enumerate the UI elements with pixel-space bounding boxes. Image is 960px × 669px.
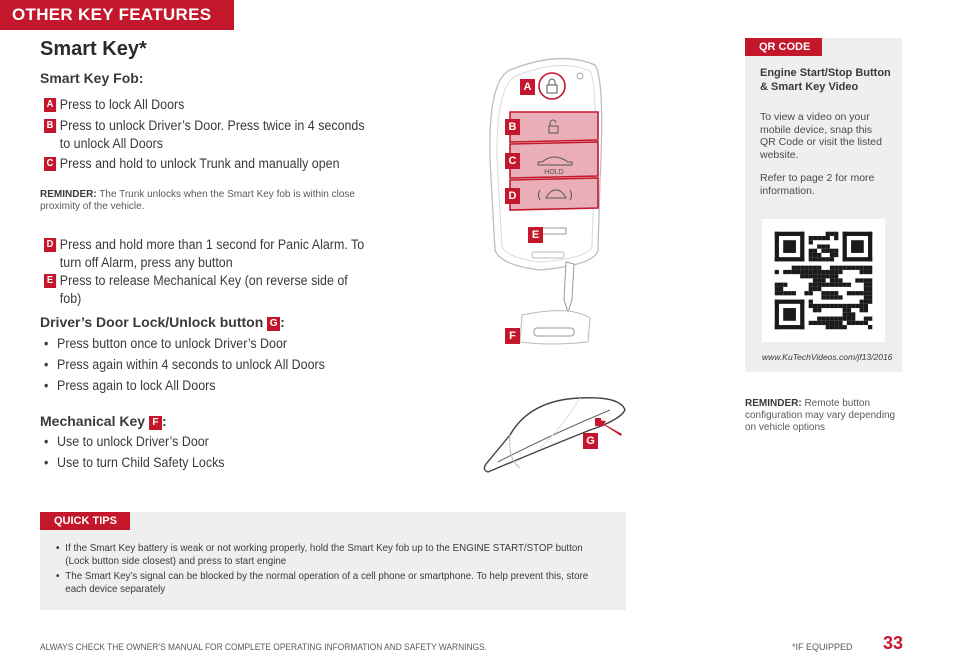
qr-body-refer: Refer to page 2 for more information.	[760, 172, 875, 197]
config-reminder-label: REMINDER:	[745, 398, 802, 409]
figure-label-b: B	[505, 119, 520, 135]
footer-warning: ALWAYS CHECK THE OWNER’S MANUAL FOR COMPLETE OPERATING INFORMATION AND SAFETY WARNINGS.	[40, 642, 487, 652]
quick-tip-text: • If the Smart Key battery is weak or not working properly, hold the Smart Key fob up to the ENGINE START/STOP button (Lock button side closest) and press to start engine	[65, 542, 583, 567]
mech-key-bullet	[44, 455, 225, 470]
qr-title: Engine Start/Stop Button & Smart Key Video	[760, 67, 891, 93]
figure-label-f: F	[505, 328, 520, 344]
fob-heading: Smart Key Fob:	[40, 70, 144, 86]
mechanical-key	[564, 262, 574, 312]
fob-item-c-text: Press and hold to unlock Trunk and manually open	[59, 156, 340, 171]
unlock-button	[510, 112, 598, 142]
fob-item-d-text: Press and hold more than 1 second for Panic Alarm. To turn off Alarm, press any button	[59, 237, 365, 270]
fob-reminder-text: The Trunk unlocks when the Smart Key fob is within close proximity of the vehicle.	[40, 189, 355, 212]
mech-key-bullet-text: Use to unlock Driver’s Door	[57, 434, 209, 449]
section-header-label: OTHER KEY FEATURES	[12, 5, 212, 24]
door-handle-outline	[484, 398, 625, 472]
fob-item-a	[44, 96, 365, 114]
quick-tip	[56, 570, 595, 595]
door-lock-heading-text: Driver’s Door Lock/Unlock button	[40, 314, 264, 330]
badge-d: D	[44, 238, 56, 252]
badge-c: C	[44, 157, 56, 171]
door-lock-bullet	[44, 336, 287, 351]
quick-tip	[56, 542, 595, 567]
figure-label-a: A	[520, 79, 535, 95]
door-handle-illustration	[480, 390, 630, 480]
door-lock-bullet-text: Press again to lock All Doors	[57, 378, 216, 393]
fob-item-b	[44, 117, 365, 153]
fob-reminder-label: REMINDER:	[40, 189, 97, 200]
door-lock-colon: :	[280, 314, 285, 330]
page-title	[40, 38, 147, 61]
fob-item-e-text: Press to release Mechanical Key (on reverse side of fob)	[59, 273, 348, 306]
fob-item-d	[44, 236, 365, 272]
config-reminder-text: Remote button configuration may vary depending on vehicle options	[745, 398, 896, 433]
figure-label-c: C	[505, 153, 520, 169]
figure-label-d: D	[505, 188, 520, 204]
badge-e: E	[44, 274, 56, 288]
door-lock-bullet	[44, 357, 325, 372]
footer-if-equipped: *IF EQUIPPED	[792, 642, 853, 652]
quick-tips-tag: QUICK TIPS	[40, 512, 130, 530]
mech-key-colon: :	[161, 413, 167, 429]
smart-key-fob-illustration	[470, 50, 640, 350]
qr-body: To view a video on your mobile device, snap this QR Code or visit the listed website.	[760, 111, 882, 161]
mech-key-heading	[40, 413, 167, 430]
qr-code-icon	[762, 219, 885, 342]
fob-item-c	[44, 155, 365, 173]
door-lock-bullet-text: Press button once to unlock Driver’s Door	[57, 336, 288, 351]
badge-b: B	[44, 119, 56, 133]
panic-button	[510, 178, 598, 210]
hold-text: HOLD	[544, 169, 564, 176]
door-lock-bullet-text: Press again within 4 seconds to unlock All Doors	[57, 357, 325, 372]
fob-reminder	[40, 189, 360, 213]
lock-button	[539, 73, 565, 99]
page-title-text: Smart Key	[40, 38, 139, 60]
quick-tip-text: • The Smart Key’s signal can be blocked by the normal operation of a cell phone or smartphone. To help prevent this, store each device separately	[65, 570, 589, 595]
mechanical-key-head	[520, 311, 590, 344]
qr-url-link[interactable]: www.KuTechVideos.com/jf13/2016	[762, 352, 893, 362]
fob-item-e	[44, 272, 365, 308]
figure-label-e: E	[528, 227, 543, 243]
door-lock-bullet	[44, 378, 216, 393]
badge-f: F	[149, 416, 162, 430]
badge-g: G	[267, 317, 280, 331]
figure-label-g: G	[583, 433, 598, 449]
fob-item-b-text: Press to unlock Driver’s Door. Press twice in 4 seconds to unlock All Doors	[59, 118, 365, 151]
qr-code[interactable]	[762, 219, 885, 342]
mech-key-heading-text: Mechanical Key	[40, 413, 146, 429]
page-number: 33	[883, 633, 904, 653]
qr-tag: QR CODE	[745, 38, 822, 56]
section-header	[0, 0, 234, 30]
page-title-asterisk: *	[138, 38, 147, 60]
config-reminder	[745, 398, 903, 434]
badge-a: A	[44, 98, 56, 112]
mech-key-bullet	[44, 434, 209, 449]
door-lock-heading	[40, 314, 285, 331]
mech-key-bullet-text: Use to turn Child Safety Locks	[57, 455, 225, 470]
fob-item-a-text: Press to lock All Doors	[59, 97, 185, 112]
